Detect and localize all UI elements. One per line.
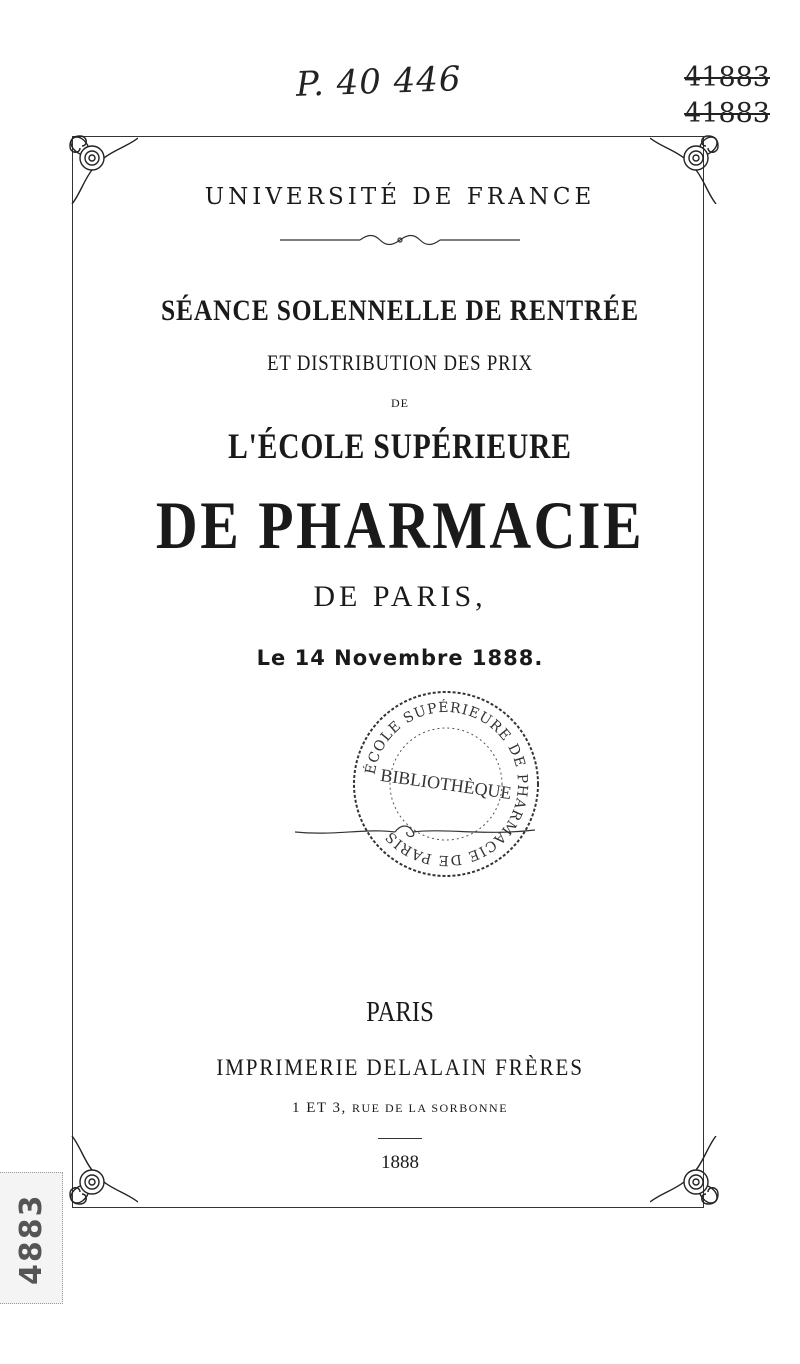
title-line-2: ET DISTRIBUTION DES PRIX bbox=[267, 350, 533, 375]
library-label-number: 4883 bbox=[14, 1193, 49, 1285]
decorative-rule-2-icon bbox=[295, 820, 535, 842]
title-line-3: DE bbox=[391, 396, 409, 410]
library-label bbox=[0, 1172, 63, 1304]
imprint-address bbox=[0, 1100, 800, 1117]
stamp-center-text: BIBLIOTHÈQUE bbox=[379, 764, 513, 804]
imprint-city: PARIS bbox=[366, 996, 434, 1028]
imprint-printer: IMPRIMERIE DELALAIN FRÈRES bbox=[216, 1055, 584, 1080]
title-line-6: DE PARIS, bbox=[313, 580, 487, 613]
decorative-rule-icon bbox=[280, 230, 520, 250]
imprint-address-number: 1 ET 3, bbox=[291, 1100, 347, 1116]
title-line-1: SÉANCE SOLENNELLE DE RENTRÉE bbox=[161, 294, 639, 327]
stamp-ring-text: ÉCOLE SUPÉRIEURE DE PHARMACIE DE PARIS bbox=[362, 699, 531, 869]
struck-number-top: 41883 bbox=[684, 62, 770, 93]
corner-ornament-bottom-left-icon bbox=[58, 1136, 138, 1216]
handwritten-shelfmark: P. 40 446 bbox=[295, 59, 463, 105]
library-stamp-icon bbox=[348, 686, 544, 882]
title-date: Le 14 Novembre 1888. bbox=[256, 646, 544, 670]
imprint-separator bbox=[378, 1138, 422, 1139]
imprint-year: 1888 bbox=[381, 1152, 419, 1173]
struck-number-bottom: 41883 bbox=[684, 98, 770, 129]
imprint-address-street: RUE DE LA SORBONNE bbox=[352, 1101, 509, 1115]
corner-ornament-bottom-right-icon bbox=[650, 1136, 730, 1216]
university-heading: UNIVERSITÉ DE FRANCE bbox=[204, 184, 596, 210]
title-main: DE PHARMACIE bbox=[155, 487, 645, 563]
title-line-4: L'ÉCOLE SUPÉRIEURE bbox=[228, 426, 572, 466]
